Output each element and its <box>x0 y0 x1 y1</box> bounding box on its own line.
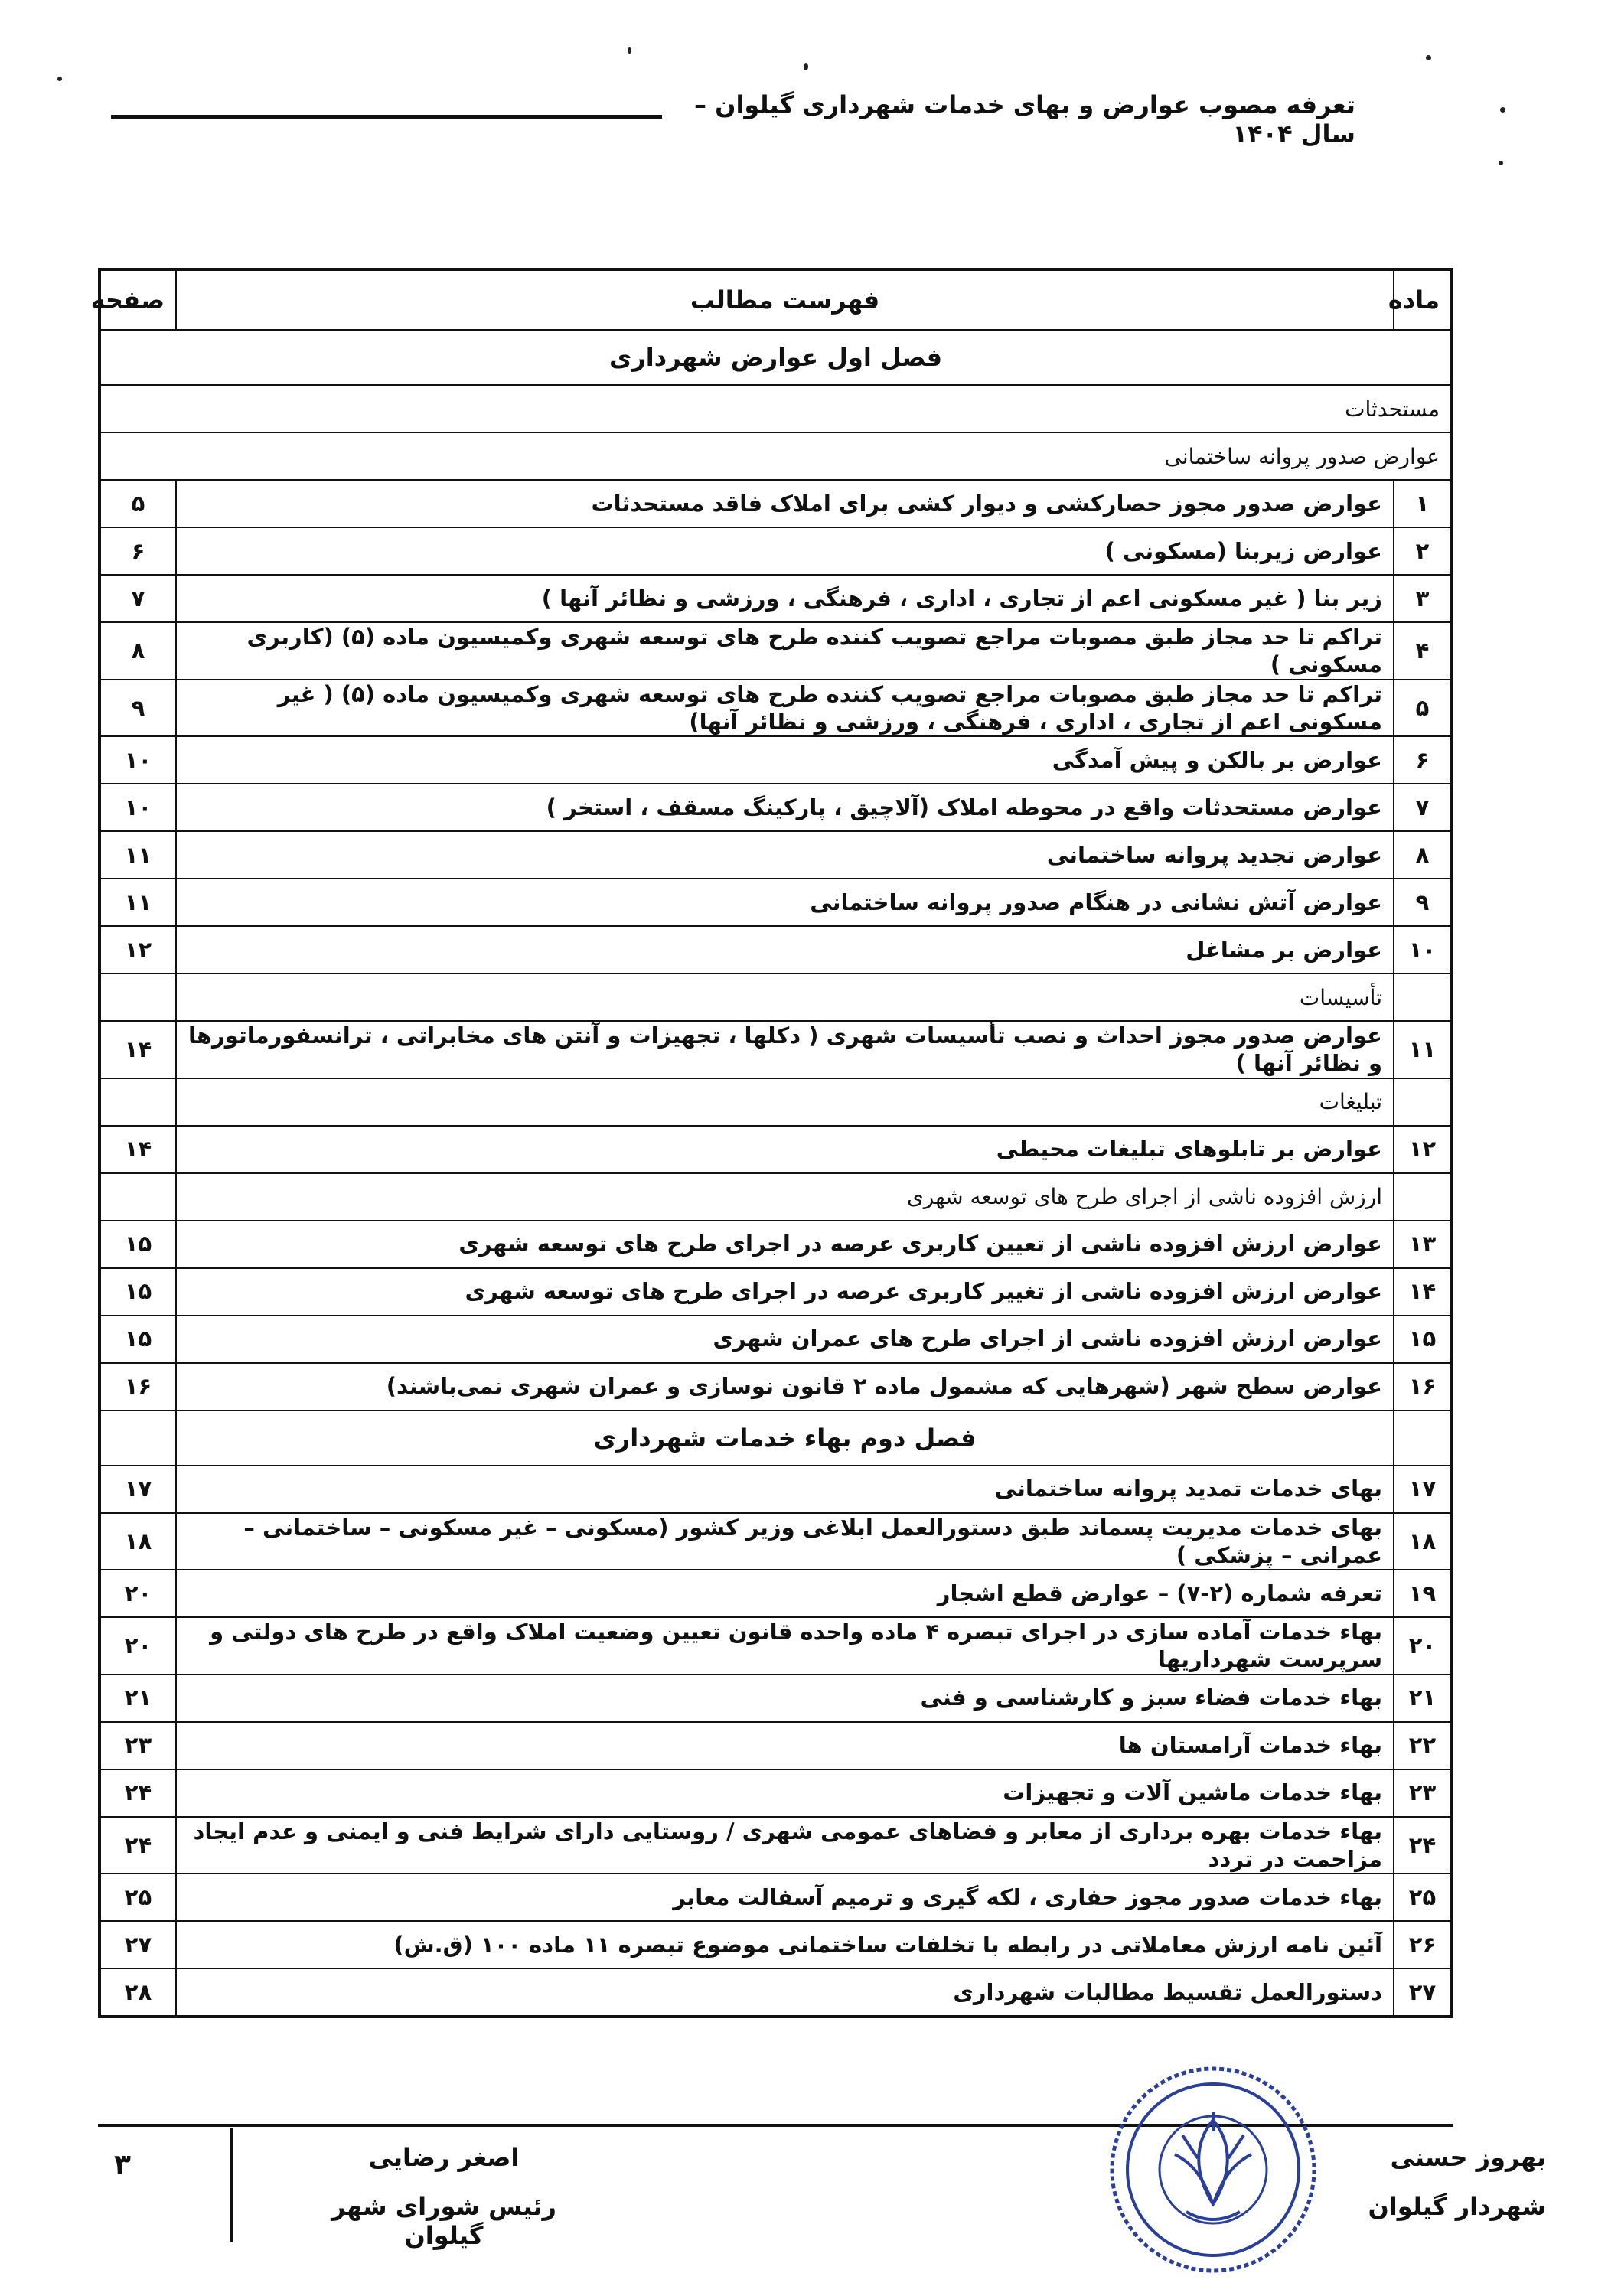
article-title: بهاء خدمات ماشین آلات و تجهیزات <box>176 1769 1394 1817</box>
toc-item-row <box>99 1675 1452 1722</box>
toc-item-row <box>99 1570 1452 1617</box>
article-number: ۶ <box>1394 736 1452 784</box>
chapter-heading: فصل اول عوارض شهرداری <box>99 330 1452 385</box>
page-ref: ۲۱ <box>99 1675 176 1722</box>
toc-item-row <box>99 1921 1452 1968</box>
empty-cell <box>1394 974 1452 1021</box>
mayor-signature-block <box>1316 2143 1546 2221</box>
article-number: ۲۲ <box>1394 1722 1452 1769</box>
empty-cell <box>1394 1411 1452 1466</box>
chapter-heading-row <box>99 1411 1452 1466</box>
article-title: بهاء خدمات صدور مجوز حفاری ، لکه گیری و ترمیم آسفالت معابر <box>176 1874 1394 1921</box>
toc-item-row <box>99 1466 1452 1513</box>
council-head-name: اصغر رضایی <box>368 2143 520 2172</box>
page-ref: ۱۲ <box>99 926 176 974</box>
article-title: تراکم تا حد مجاز طبق مصوبات مراجع تصویب کننده طرح های توسعه شهری وکمیسیون ماده (۵) (کاربری مسکونی ) <box>176 622 1394 680</box>
toc-item-row <box>99 480 1452 527</box>
toc-item-row <box>99 784 1452 831</box>
toc-item-row <box>99 831 1452 879</box>
toc-item-row <box>99 1221 1452 1268</box>
toc-body <box>99 330 1452 2017</box>
article-title: بهای خدمات مدیریت پسماند طبق دستورالعمل ابلاغی وزیر کشور (مسکونی – غیر مسکونی – ساختمانی – عمرانی – پزشکی ) <box>176 1513 1394 1570</box>
toc-header-row <box>99 269 1452 330</box>
article-number: ۲۳ <box>1394 1769 1452 1817</box>
toc-item-row <box>99 622 1452 680</box>
table-of-contents <box>90 268 1453 2018</box>
article-number: ۸ <box>1394 831 1452 879</box>
article-number: ۲۱ <box>1394 1675 1452 1722</box>
page-ref: ۱۷ <box>99 1466 176 1513</box>
toc-item-row <box>99 879 1452 926</box>
section-heading-row <box>99 385 1452 432</box>
page-ref: ۲۰ <box>99 1570 176 1617</box>
empty-cell <box>99 1173 176 1221</box>
article-title: عوارض زیربنا (مسکونی ) <box>176 527 1394 575</box>
article-title: عوارض مستحدثات واقع در محوطه املاک (آلاچیق ، پارکینگ مسقف ، استخر ) <box>176 784 1394 831</box>
article-title: آئین نامه ارزش معاملاتی در رابطه با تخلفات ساختمانی موضوع تبصره ۱۱ ماده ۱۰۰ (ق.ش) <box>176 1921 1394 1968</box>
page-ref: ۲۴ <box>99 1817 176 1874</box>
title-underline <box>111 115 662 119</box>
subsection-heading: ارزش افزوده ناشی از اجرای طرح های توسعه شهری <box>176 1173 1394 1221</box>
section-heading: عوارض صدور پروانه ساختمانی <box>99 432 1452 480</box>
subsection-heading-row <box>99 974 1452 1021</box>
toc-item-row <box>99 1722 1452 1769</box>
toc-item-row <box>99 1874 1452 1921</box>
scan-speck <box>804 63 808 70</box>
page-ref: ۱۱ <box>99 879 176 926</box>
page-ref: ۲۵ <box>99 1874 176 1921</box>
article-title: عوارض آتش نشانی در هنگام صدور پروانه ساختمانی <box>176 879 1394 926</box>
empty-cell <box>1394 1078 1452 1126</box>
toc-item-row <box>99 1363 1452 1411</box>
scan-speck <box>1499 161 1503 165</box>
toc-item-row <box>99 1769 1452 1817</box>
chapter-heading-row <box>99 330 1452 385</box>
article-number: ۲۵ <box>1394 1874 1452 1921</box>
page-ref: ۱۸ <box>99 1513 176 1570</box>
page-ref: ۲۷ <box>99 1921 176 1968</box>
subsection-heading: تأسیسات <box>176 974 1394 1021</box>
article-number: ۲ <box>1394 527 1452 575</box>
subsection-heading: تبلیغات <box>176 1078 1394 1126</box>
article-number: ۵ <box>1394 680 1452 737</box>
scan-speck <box>1426 55 1431 60</box>
municipal-seal-icon <box>1102 2059 1324 2281</box>
scan-speck <box>628 47 631 54</box>
toc-item-row <box>99 926 1452 974</box>
council-signature-block <box>306 2143 582 2250</box>
toc-item-row <box>99 1268 1452 1316</box>
page-number: ۳ <box>114 2149 131 2180</box>
section-heading-row <box>99 432 1452 480</box>
article-number: ۲۷ <box>1394 1968 1452 2017</box>
article-title: عوارض ارزش افزوده ناشی از اجرای طرح های عمران شهری <box>176 1316 1394 1363</box>
article-number: ۱۸ <box>1394 1513 1452 1570</box>
toc-item-row <box>99 575 1452 622</box>
article-number: ۱۶ <box>1394 1363 1452 1411</box>
article-title: عوارض ارزش افزوده ناشی از تغییر کاربری عرصه در اجرای طرح های توسعه شهری <box>176 1268 1394 1316</box>
article-number: ۱۹ <box>1394 1570 1452 1617</box>
article-number: ۱۴ <box>1394 1268 1452 1316</box>
article-title: عوارض صدور مجوز احداث و نصب تأسیسات شهری ( دکلها ، تجهیزات و آنتن های مخابراتی ، ترانسفورماتورها و نظائر آنها ) <box>176 1021 1394 1078</box>
page-ref: ۱۵ <box>99 1316 176 1363</box>
article-title: تعرفه شماره (۲-۷) – عوارض قطع اشجار <box>176 1570 1394 1617</box>
toc-item-row <box>99 1968 1452 2017</box>
page-ref: ۱۵ <box>99 1221 176 1268</box>
toc-item-row <box>99 1513 1452 1570</box>
article-number: ۱۲ <box>1394 1126 1452 1173</box>
toc-item-row <box>99 680 1452 737</box>
page-ref: ۲۰ <box>99 1617 176 1675</box>
toc-item-row <box>99 1316 1452 1363</box>
toc-header-title: فهرست مطالب <box>176 269 1394 330</box>
page-ref: ۱۵ <box>99 1268 176 1316</box>
article-number: ۱۷ <box>1394 1466 1452 1513</box>
article-title: عوارض صدور مجوز حصارکشی و دیوار کشی برای املاک فاقد مستحدثات <box>176 480 1394 527</box>
toc-item-row <box>99 1817 1452 1874</box>
mayor-role: شهردار گیلوان <box>1368 2192 1546 2221</box>
toc-item-row <box>99 1126 1452 1173</box>
page-ref: ۱۴ <box>99 1021 176 1078</box>
article-number: ۱۵ <box>1394 1316 1452 1363</box>
toc-item-row <box>99 1617 1452 1675</box>
mayor-name: بهروز حسنی <box>1390 2143 1546 2172</box>
article-number: ۷ <box>1394 784 1452 831</box>
article-number: ۹ <box>1394 879 1452 926</box>
article-title: عوارض بر بالکن و پیش آمدگی <box>176 736 1394 784</box>
subsection-heading-row <box>99 1078 1452 1126</box>
article-number: ۱۰ <box>1394 926 1452 974</box>
toc-item-row <box>99 736 1452 784</box>
article-title: بهاء خدمات آماده سازی در اجرای تبصره ۴ ماده واحده قانون تعیین وضعیت املاک واقع در طرح های دولتی و سرپرست شهرداریها <box>176 1617 1394 1675</box>
page-ref: ۱۴ <box>99 1126 176 1173</box>
article-title: بهاء خدمات فضاء سبز و کارشناسی و فنی <box>176 1675 1394 1722</box>
page-ref: ۱۰ <box>99 736 176 784</box>
scan-speck <box>57 77 62 81</box>
page-ref: ۷ <box>99 575 176 622</box>
article-title: عوارض بر مشاغل <box>176 926 1394 974</box>
empty-cell <box>99 1078 176 1126</box>
empty-cell <box>1394 1173 1452 1221</box>
article-title: عوارض ارزش افزوده ناشی از تعیین کاربری عرصه در اجرای طرح های توسعه شهری <box>176 1221 1394 1268</box>
page-ref: ۲۸ <box>99 1968 176 2017</box>
article-title: عوارض بر تابلوهای تبلیغات محیطی <box>176 1126 1394 1173</box>
article-number: ۱ <box>1394 480 1452 527</box>
page-ref: ۵ <box>99 480 176 527</box>
section-heading: مستحدثات <box>99 385 1452 432</box>
page-ref: ۸ <box>99 622 176 680</box>
page-ref: ۱۰ <box>99 784 176 831</box>
toc-header-number: ماده <box>1394 269 1452 330</box>
empty-cell <box>99 974 176 1021</box>
council-head-role: رئیس شورای شهر گیلوان <box>331 2192 556 2250</box>
article-number: ۳ <box>1394 575 1452 622</box>
chapter-heading: فصل دوم بهاء خدمات شهرداری <box>176 1411 1394 1466</box>
article-number: ۱۱ <box>1394 1021 1452 1078</box>
article-title: زیر بنا ( غیر مسکونی اعم از تجاری ، اداری ، فرهنگی ، ورزشی و نظائر آنها ) <box>176 575 1394 622</box>
article-title: عوارض تجدید پروانه ساختمانی <box>176 831 1394 879</box>
article-title: بهای خدمات تمدید پروانه ساختمانی <box>176 1466 1394 1513</box>
document-title: تعرفه مصوب عوارض و بهای خدمات شهرداری گیلوان – سال ۱۴۰۴ <box>693 90 1355 148</box>
footer-vertical-divider <box>230 2128 233 2242</box>
empty-cell <box>99 1411 176 1466</box>
article-title: بهاء خدمات آرامستان ها <box>176 1722 1394 1769</box>
article-number: ۱۳ <box>1394 1221 1452 1268</box>
article-title: تراکم تا حد مجاز طبق مصوبات مراجع تصویب کننده طرح های توسعه شهری وکمیسیون ماده (۵) ( غیر مسکونی اعم از تجاری ، اداری ، فرهنگی ، ورزشی و نظائر آنها) <box>176 680 1394 737</box>
page-ref: ۹ <box>99 680 176 737</box>
scan-speck <box>1500 107 1505 113</box>
toc-item-row <box>99 1021 1452 1078</box>
article-number: ۲۶ <box>1394 1921 1452 1968</box>
article-number: ۴ <box>1394 622 1452 680</box>
page-ref: ۶ <box>99 527 176 575</box>
page-ref: ۲۳ <box>99 1722 176 1769</box>
article-title: عوارض سطح شهر (شهرهایی که مشمول ماده ۲ قانون نوسازی و عمران شهری نمی‌باشند) <box>176 1363 1394 1411</box>
page-ref: ۲۴ <box>99 1769 176 1817</box>
article-title: دستورالعمل تقسیط مطالبات شهرداری <box>176 1968 1394 2017</box>
page-ref: ۱۱ <box>99 831 176 879</box>
page-ref: ۱۶ <box>99 1363 176 1411</box>
subsection-heading-row <box>99 1173 1452 1221</box>
article-number: ۲۰ <box>1394 1617 1452 1675</box>
toc-header-page: صفحه <box>99 269 176 330</box>
article-title: بهاء خدمات بهره برداری از معابر و فضاهای عمومی شهری / روستایی دارای شرایط فنی و ایمنی و عدم ایجاد مزاحمت در تردد <box>176 1817 1394 1874</box>
toc-item-row <box>99 527 1452 575</box>
article-number: ۲۴ <box>1394 1817 1452 1874</box>
